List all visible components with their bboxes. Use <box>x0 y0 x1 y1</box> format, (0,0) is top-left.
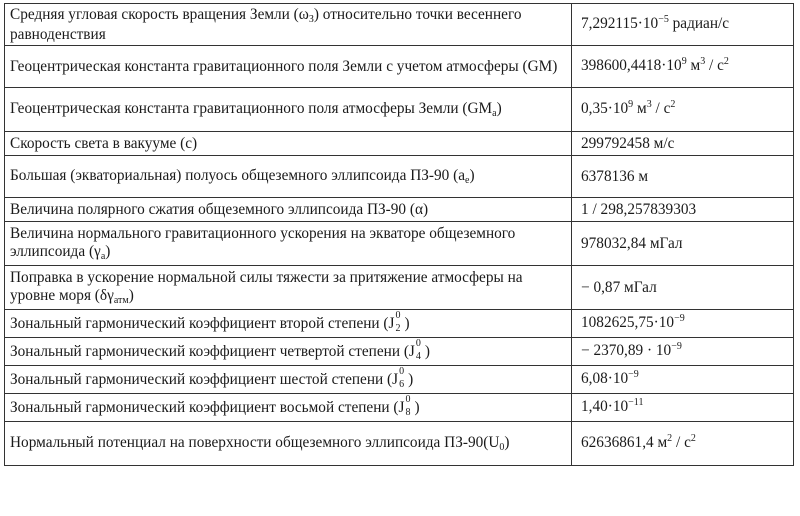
value-cell: $1082625,75\cdot 10^{-9}$ <box>572 310 794 338</box>
table-row <box>5 156 794 198</box>
table-row <box>5 394 794 422</box>
value-cell: 978032,84 мГал <box>572 222 794 266</box>
value-cell: − $2370,89 \cdot 10^{-9}$ <box>572 338 794 366</box>
param-cell: Большая (экваториальная) полуось общеземного эллипсоида ПЗ-90 (ae) <box>5 156 572 198</box>
table-row <box>5 46 794 88</box>
table-row <box>5 88 794 132</box>
param-cell: Нормальный потенциал на поверхности общеземного эллипсоида ПЗ-90(U0) <box>5 422 572 466</box>
param-cell: Зональный гармонический коэффициент восьмой степени (J 0 8 ) <box>5 394 572 422</box>
value-cell: 299792458 м/с <box>572 132 794 156</box>
param-cell: Геоцентрическая константа гравитационного поля Земли с учетом атмосферы (GM) <box>5 46 572 88</box>
table-row <box>5 422 794 466</box>
table-row <box>5 198 794 222</box>
value-cell: $398600,4418\cdot 10^9$ $м^3 / с^2$ <box>572 46 794 88</box>
value-cell: $7,292115\cdot 10^{-5}$ радиан/с <box>572 4 794 46</box>
value-cell: $1,40\cdot 10^{-11}$ <box>572 394 794 422</box>
table-row <box>5 222 794 266</box>
table-row <box>5 366 794 394</box>
param-cell: Зональный гармонический коэффициент второй степени (J 0 2 ) <box>5 310 572 338</box>
param-cell: Зональный гармонический коэффициент четвертой степени (J 0 4 ) <box>5 338 572 366</box>
value-cell: 1 / 298,257839303 <box>572 198 794 222</box>
value-cell: 6378136 м <box>572 156 794 198</box>
table-row <box>5 4 794 46</box>
param-cell: Скорость света в вакууме (c) <box>5 132 572 156</box>
value-cell: 62636861,4 $м^2 / с^2$ <box>572 422 794 466</box>
value-cell: − 0,87 мГал <box>572 266 794 310</box>
param-cell: Величина полярного сжатия общеземного эллипсоида ПЗ-90 (α) <box>5 198 572 222</box>
constants-table <box>4 3 794 466</box>
param-cell: Величина нормального гравитационного ускорения на экваторе общеземного эллипсоида (γa) <box>5 222 572 266</box>
value-cell: $0,35\cdot 10^9$ $м^3 / с^2$ <box>572 88 794 132</box>
value-cell: $6,08\cdot 10^{-9}$ <box>572 366 794 394</box>
table-row <box>5 310 794 338</box>
param-cell: Поправка в ускорение нормальной силы тяжести за притяжение атмосферы на уровне моря (δγатм) <box>5 266 572 310</box>
table-row <box>5 338 794 366</box>
param-cell: Геоцентрическая константа гравитационного поля атмосферы Земли (GMа) <box>5 88 572 132</box>
param-cell: Зональный гармонический коэффициент шестой степени (J 0 6 ) <box>5 366 572 394</box>
param-cell: Средняя угловая скорость вращения Земли (ωЗ) относительно точки весеннего равноденствия <box>5 4 572 46</box>
table-row <box>5 132 794 156</box>
table-row <box>5 266 794 310</box>
